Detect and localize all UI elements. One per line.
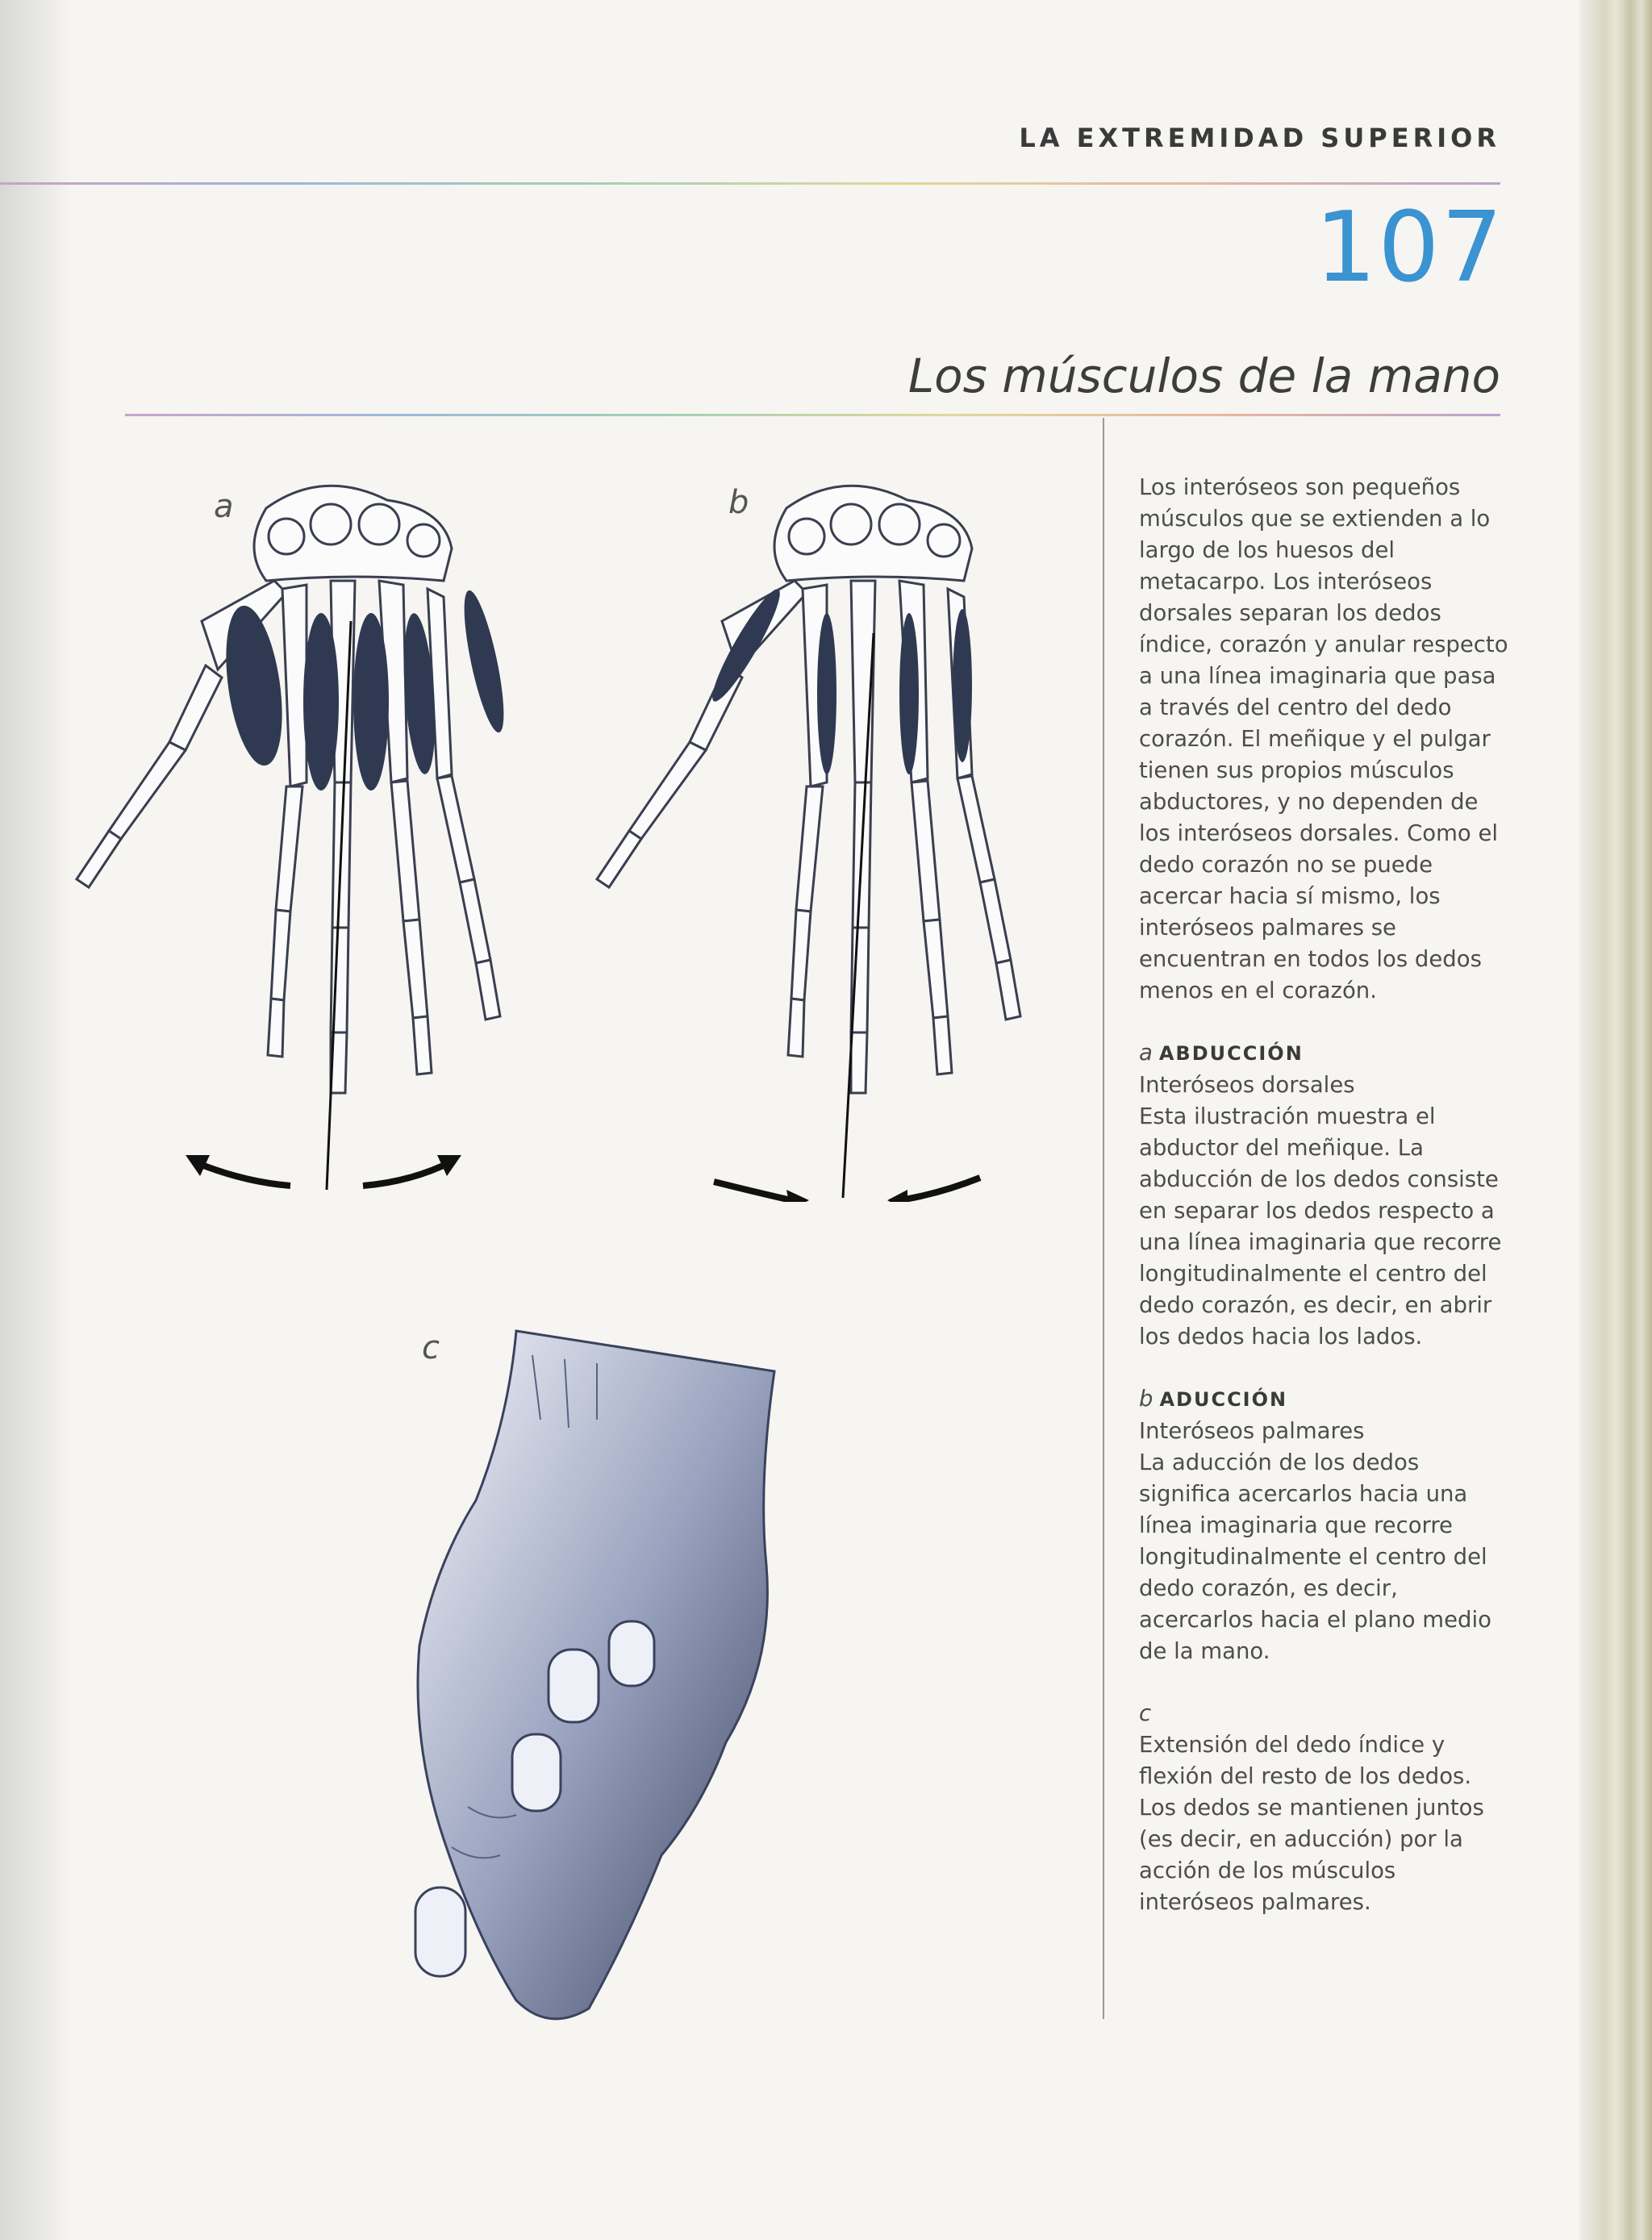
title-rule: [125, 414, 1500, 416]
page-title: Los músculos de la mano: [907, 348, 1500, 403]
section-b-text: La aducción de los dedos significa acercarlos hacia una línea imaginaria que recorre longitudinalmente el centro del dedo corazón, es decir, acercarlos hacia el plano medio de la mano.: [1139, 1450, 1491, 1664]
page-gutter-shadow: [0, 0, 73, 2240]
section-a-text: Esta ilustración muestra el abductor del meñique. La abducción de los dedos consiste en separar los dedos respecto a una línea imaginaria que recorre longitudinalmente el centro del dedo corazón, es decir, en abrir los dedos hacia los lados.: [1139, 1103, 1502, 1349]
section-a-subheading: Interóseos dorsales: [1139, 1072, 1355, 1098]
text-column: [1139, 472, 1510, 1949]
figure-a-label: a: [214, 488, 234, 525]
running-header: LA EXTREMIDAD SUPERIOR: [1019, 123, 1500, 153]
figure-b-adduction-illustration: [585, 460, 1085, 1202]
section-b-subheading: Interóseos palmares: [1139, 1418, 1365, 1444]
column-divider: [1103, 418, 1104, 2019]
section-c-letter: c: [1139, 1700, 1152, 1726]
section-a-heading: [1139, 1037, 1510, 1070]
section-b-title: ADUCCIÓN: [1159, 1388, 1288, 1411]
page-number: 107: [1314, 192, 1504, 304]
section-a: [1139, 1037, 1510, 1353]
figure-b-label: b: [728, 484, 749, 521]
header-rule: [0, 182, 1500, 185]
section-b-letter: b: [1139, 1386, 1153, 1412]
figure-c-label: c: [422, 1329, 440, 1366]
section-b-heading: [1139, 1383, 1510, 1416]
section-a-title: ABDUCCIÓN: [1158, 1042, 1304, 1065]
section-c-heading: [1139, 1698, 1510, 1729]
section-a-letter: a: [1139, 1040, 1153, 1066]
section-c: [1139, 1698, 1510, 1918]
section-c-text: Extensión del dedo índice y flexión del resto de los dedos. Los dedos se mantienen juntos (es decir, en aducción) por la acción de los músculos interóseos palmares.: [1139, 1732, 1484, 1915]
figure-a-abduction-illustration: [65, 460, 565, 1202]
book-page-edges: [1579, 0, 1652, 2240]
figure-c-hand-illustration: [355, 1323, 807, 2033]
section-b: [1139, 1383, 1510, 1667]
intro-paragraph: Los interóseos son pequeños músculos que se extienden a lo largo de los huesos del metacarpo. Los interóseos dorsales separan los dedos índice, corazón y anular respecto a una línea imaginaria que pasa a través del centro del dedo corazón. El meñique y el pulgar tienen sus propios músculos abductores, y no dependen de los interóseos dorsales. Como el dedo corazón no se puede acercar hacia sí mismo, los interóseos palmares se encuentran en todos los dedos menos en el corazón.: [1139, 474, 1508, 1003]
